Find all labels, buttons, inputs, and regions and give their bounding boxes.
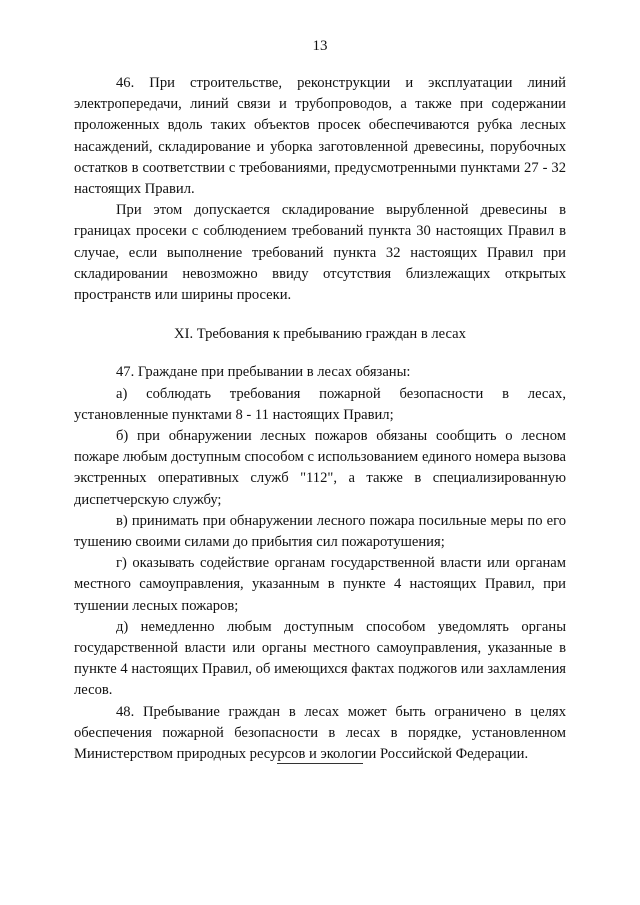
paragraph-47: 47. Граждане при пребывании в лесах обязаны: (116, 364, 411, 381)
end-divider (277, 763, 363, 764)
paragraph-48: 48. Пребывание граждан в лесах может быть ограничено в целях обеспечения пожарной безопасности в лесах в порядке, установленном Министерством природных ресурсов и экологии Российской Федерации. (74, 703, 566, 763)
paragraph-47-a: а) соблюдать требования пожарной безопасности в лесах, установленные пунктами 8 - 11 настоящих Правил; (74, 385, 566, 423)
paragraph-46: 46. При строительстве, реконструкции и эксплуатации линий электропередачи, линий связи и трубопроводов, а также при содержании проложенных вдоль таких объектов просек обеспечиваются рубка лесных насаждений, складирование и уборка заготовленной древесины, порубочных остатков в соответствии с требованиями, предусмотренными пунктами 27 - 32 настоящих Правил. (74, 75, 566, 198)
paragraph-46-continuation: При этом допускается складирование вырубленной древесины в границах просеки с соблюдением требований пункта 30 настоящих Правил в случае, если выполнение требований пункта 32 настоящих Правил при складировании невозможно ввиду отсутствия близлежащих открытых пространств или ширины просеки. (74, 202, 566, 304)
paragraph-47-v: в) принимать при обнаружении лесного пожара посильные меры по его тушению своими силами до прибытия сил пожаротушения; (74, 512, 566, 551)
page-number: 13 (312, 38, 328, 54)
section-heading: XI. Требования к пребыванию граждан в лесах (174, 326, 466, 343)
document-body (74, 73, 566, 765)
paragraph-47-g: г) оказывать содействие органам государственной власти или органам местного самоуправления, указанным в пункте 4 настоящих Правил, при тушении лесных пожаров; (74, 555, 566, 614)
paragraph-47-d: д) немедленно любым доступным способом уведомлять органы государственной власти или органы местного самоуправления, указанные в пункте 4 настоящих Правил, об имеющихся фактах поджогов или захламления лесов. (74, 618, 566, 699)
paragraph-47-b: б) при обнаружении лесных пожаров обязаны сообщить о лесном пожаре любым доступным способом с использованием единого номера вызова экстренных оперативных служб "112", а также в специализированную диспетчерскую службу; (74, 428, 566, 508)
